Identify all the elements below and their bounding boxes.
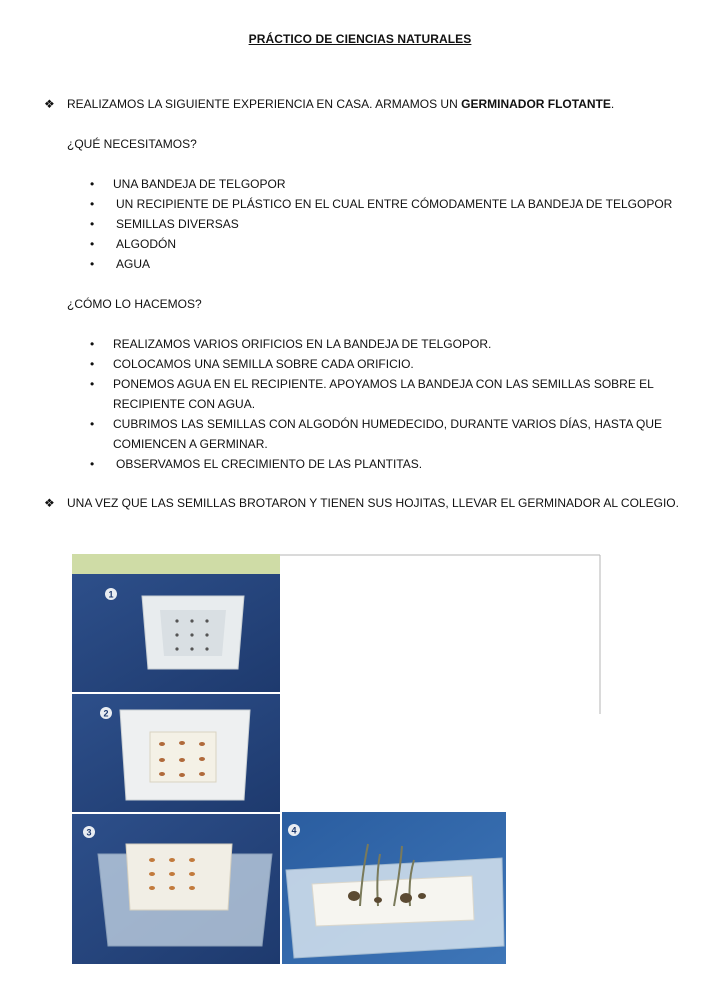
list-item: UNA BANDEJA DE TELGOPOR — [113, 177, 286, 191]
section1-bold-text: GERMINADOR FLOTANTE — [461, 97, 611, 111]
bullet-icon: • — [90, 337, 95, 351]
step-number: 4 — [291, 825, 297, 836]
list-item-continuation: COMIENCEN A GERMINAR. — [113, 437, 268, 451]
list-item: PONEMOS AGUA EN EL RECIPIENTE. APOYAMOS LA BANDEJA CON LAS SEMILLAS SOBRE EL — [113, 377, 654, 391]
bullet-icon: • — [90, 257, 95, 271]
list-item: COLOCAMOS UNA SEMILLA SOBRE CADA ORIFICIO. — [113, 357, 414, 371]
bullet-icon: • — [90, 357, 95, 371]
bullet-icon: • — [90, 237, 95, 251]
section1-period: . — [610, 97, 615, 111]
bullet-icon: • — [90, 197, 95, 211]
list-item: UN RECIPIENTE DE PLÁSTICO EN EL CUAL ENTRE CÓMODAMENTE LA BANDEJA DE TELGOPOR — [116, 197, 673, 211]
list-item-continuation: RECIPIENTE CON AGUA. — [113, 397, 256, 411]
bullet-icon: • — [90, 177, 95, 191]
step-number: 2 — [103, 708, 109, 719]
list-item: REALIZAMOS VARIOS ORIFICIOS EN LA BANDEJA DE TELGOPOR. — [113, 337, 492, 351]
diamond-bullet-icon: ❖ — [44, 97, 55, 111]
step-2-panel — [72, 694, 280, 812]
step-number: 3 — [86, 827, 92, 838]
bullet-icon: • — [90, 217, 95, 231]
diamond-bullet-icon: ❖ — [44, 496, 55, 510]
list-item: CUBRIMOS LAS SEMILLAS CON ALGODÓN HUMEDECIDO, DURANTE VARIOS DÍAS, HASTA QUE — [113, 417, 662, 431]
step-1-panel — [72, 574, 280, 692]
bullet-icon: • — [90, 377, 95, 391]
step-3-panel — [72, 814, 280, 964]
list-item: AGUA — [116, 257, 151, 271]
list-item: SEMILLAS DIVERSAS — [116, 217, 239, 231]
needs-heading: ¿QUÉ NECESITAMOS? — [67, 137, 197, 151]
step-4-panel — [282, 812, 506, 964]
germinator-steps-photo — [72, 554, 602, 964]
list-item: ALGODÓN — [116, 237, 177, 251]
section1-text: REALIZAMOS LA SIGUIENTE EXPERIENCIA EN CASA. ARMAMOS UN — [67, 97, 462, 111]
list-item: OBSERVAMOS EL CRECIMIENTO DE LAS PLANTITAS. — [116, 457, 423, 471]
step-number: 1 — [108, 589, 114, 600]
bullet-icon: • — [90, 457, 95, 471]
page-title: PRÁCTICO DE CIENCIAS NATURALES — [248, 32, 472, 46]
bullet-icon: • — [90, 417, 95, 431]
how-heading: ¿CÓMO LO HACEMOS? — [67, 297, 202, 311]
section2-paragraph: UNA VEZ QUE LAS SEMILLAS BROTARON Y TIENEN SUS HOJITAS, LLEVAR EL GERMINADOR AL COLEGIO. — [67, 496, 679, 510]
section1-paragraph — [67, 96, 614, 112]
